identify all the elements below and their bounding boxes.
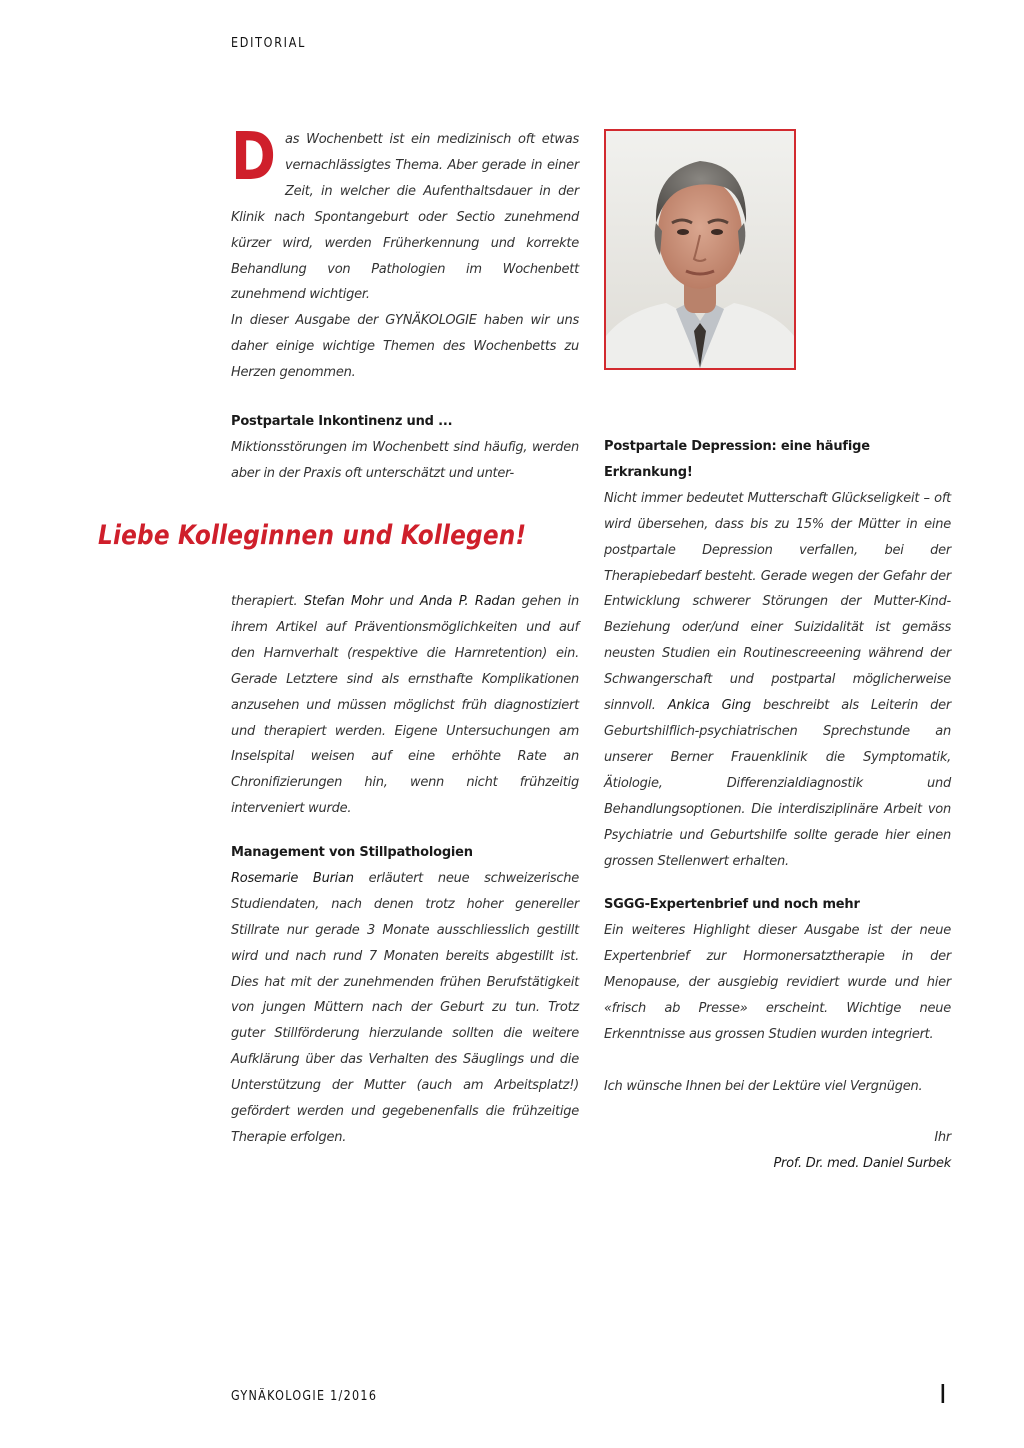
heading-depression: Postpartale Depression: eine häufige Erkrankung! (604, 439, 870, 480)
author-name: Anda P. Radan (419, 594, 516, 609)
right-column (604, 434, 951, 1177)
still-text (231, 866, 579, 1151)
intro-text: as Wochenbett ist ein medizinisch oft etwas vernachlässigtes Thema. Aber gerade in einer Zeit, in welcher die Aufenthaltsdauer in der Klinik nach Spontangeburt oder Sectio zunehmend kürzer wird, werden Früherkennung und korrekte Behandlung von Pathologien im Wochenbett zunehmend wichtiger. (231, 132, 579, 303)
intro-paragraph (231, 118, 579, 308)
page-number: I (939, 1380, 947, 1410)
author-name: Rosemarie Burian (231, 870, 354, 886)
headline: Liebe Kolleginnen und Kollegen! (98, 520, 527, 551)
salutation: Ihr (934, 1130, 951, 1146)
text-fragment: beschreibt als Leiterin der Geburtshilflich-psychiatrischen Sprechstunde an unserer Berner Frauenklinik die Symptomatik, Ätiologie, Differenzialdiagnostik und Behandlungsoptionen. Die interdisziplinäre Arbeit von Psychiatrie und Geburtshilfe sollte gerade hier einen grossen Stellenwert erhalten. (604, 698, 951, 869)
author-name: Stefan Mohr (303, 594, 383, 609)
intro-block (231, 118, 579, 386)
depression-text (604, 486, 951, 875)
text-fragment: therapiert. (231, 594, 304, 609)
text-fragment: Nicht immer bedeutet Mutterschaft Glückseligkeit – oft wird übersehen, dass bis zu 15% der Mütter in eine postpartale Depression verfallen, bei der Therapiebedarf besteht. Gerade wegen der Gefahr der Entwicklung schwerer Störungen der Mutter-Kind-Beziehung oder/und einer Suizidalität ist gemäss neusten Studien ein Routinescreeening während der Schwangerschaft und postpartal möglicherweise sinnvoll. (604, 490, 951, 714)
heading-inkontinenz: Postpartale Inkontinenz und ... (231, 414, 453, 429)
text-fragment: erläutert neue schweizerische Studiendaten, nach denen trotz hoher genereller Stillrate nur gerade 3 Monate ausschliesslich gestillt wird und nach rund 7 Monaten bereits abgestillt ist. Dies hat mit der zunehmenden frühen Berufstätigkeit von jungen Müttern nach der Geburt zu tun. Trotz guter Stillförderung hierzulande sollten die weitere Aufklärung über das Verhalten des Säuglings und die Unterstützung der Mutter (auch am Arbeitsplatz!) gefördert werden und gegebenenfalls die frühzeitige Therapie erfolgen. (231, 870, 579, 1146)
heading-still: Management von Stillpathologien (231, 845, 473, 861)
inkontinenz-text-b (231, 589, 579, 822)
signature: Prof. Dr. med. Daniel Surbek (773, 1156, 951, 1172)
section-label: EDITORIAL (231, 36, 307, 51)
closing-text: Ich wünsche Ihnen bei der Lektüre viel Vergnügen. (604, 1078, 923, 1094)
intro-paragraph-2: In dieser Ausgabe der GYNÄKOLOGIE haben wir uns daher einige wichtige Themen des Wochenbetts zu Herzen genommen. (231, 313, 579, 381)
author-portrait (604, 129, 796, 370)
inkontinenz-text-a: Miktionsstörungen im Wochenbett sind häufig, werden aber in der Praxis oft unterschätzt und unter- (231, 439, 579, 481)
text-fragment: und (382, 594, 420, 609)
expertenbrief-text: Ein weiteres Highlight dieser Ausgabe ist der neue Expertenbrief zur Hormonersatztherapie in der Menopause, der ausgiebig revidiert wurde und hier «frisch ab Presse» erscheint. Wichtige neue Erkenntnisse aus grossen Studien wurden integriert. (604, 923, 951, 1042)
portrait-image (606, 131, 794, 368)
section-inkontinenz-continued (231, 589, 579, 1151)
heading-expertenbrief: SGGG-Expertenbrief und noch mehr (604, 897, 860, 913)
footer-journal: GYNÄKOLOGIE 1/2016 (231, 1389, 378, 1404)
section-inkontinenz (231, 409, 579, 487)
text-fragment: gehen in ihrem Artikel auf Präventionsmöglichkeiten und auf den Harnverhalt (respektive die Harnretention) ein. Gerade Letztere sind als ernsthafte Komplikationen anzusehen und müssen möglichst früh diagnostiziert und therapiert werden. Eigene Untersuchungen am Inselspital weisen auf eine erhöhte Rate an Chronifizierungen hin, wenn nicht frühzeitig interveniert wurde. (231, 594, 580, 817)
author-name: Ankica Ging (667, 698, 751, 714)
drop-cap: D (231, 118, 276, 195)
